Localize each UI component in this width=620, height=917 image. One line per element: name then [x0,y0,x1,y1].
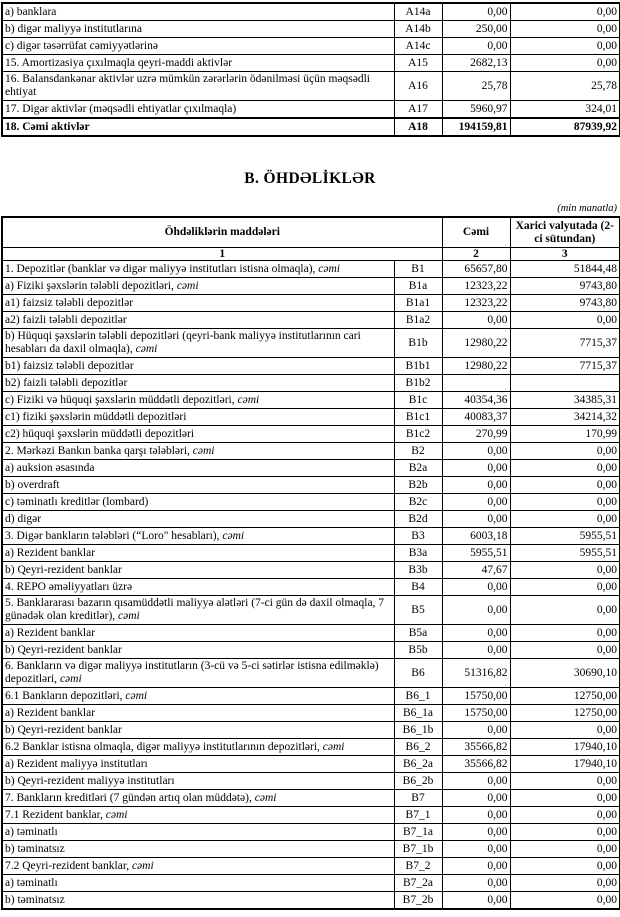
row-total-value: 0,00 [442,312,510,329]
row-label: b1) faizsiz tələbli depozitlər [2,358,394,375]
table-row [2,278,620,295]
row-foreign-currency-value: 5955,51 [510,545,620,562]
row-total-value: 47,67 [442,562,510,579]
row-foreign-currency-value: 0,00 [510,824,620,841]
row-label: d) digər [2,511,394,528]
row-label: a) Rezident banklar [2,625,394,642]
row-code: B6_1 [394,688,442,705]
row-label: a) təminatlı [2,824,394,841]
row-foreign-currency-value: 0,00 [510,477,620,494]
column-header-items: Öhdəliklərin maddələri [2,217,442,248]
table-row [2,312,620,329]
row-foreign-currency-value: 34385,31 [510,392,620,409]
row-label-suffix: cəmi [59,673,82,685]
row-label-suffix: cəmi [192,444,215,457]
table-row [2,426,620,443]
row-total-value: 270,99 [442,426,510,443]
row-label: 16. Balansdankənar aktivlər uzrə mümkün zərərlərin ödənilməsi üçün məqsədli ehtiyat [2,72,394,101]
table-row [2,460,620,477]
table-row [2,38,620,55]
table-row [2,261,620,278]
row-code: B1b2 [394,375,442,392]
row-total-value: 0,00 [442,773,510,790]
row-label-suffix: cəmi [118,610,140,622]
row-code: A14b [394,21,442,38]
column-number-2: 2 [442,248,510,261]
row-label-suffix: cəmi [254,791,277,804]
column-header-total: Cəmi [442,217,510,248]
row-foreign-currency-value: 0,00 [510,841,620,858]
row-total-value: 65657,80 [442,261,510,278]
row-total-value: 5955,51 [442,545,510,562]
row-label: b) Qeyri-rezident banklar [2,562,394,579]
row-label: c) Fiziki və hüquqi şəxslərin müddətli depozitləri, cəmi [2,392,394,409]
row-code: A15 [394,55,442,72]
row-label: 7. Bankların kreditləri (7 gündən artıq olan müddətə), cəmi [2,790,394,807]
row-code: A18 [394,118,442,136]
row-code: B7_1b [394,841,442,858]
row-foreign-currency-value: 0,00 [510,562,620,579]
row-foreign-currency-value: 25,78 [510,72,620,101]
table-row [2,625,620,642]
row-foreign-currency-value: 0,00 [510,625,620,642]
row-label-suffix: cəmi [318,262,341,275]
liabilities-table [1,216,620,910]
table-row [2,642,620,659]
row-foreign-currency-value: 9743,80 [510,295,620,312]
row-total-value: 0,00 [442,841,510,858]
row-total-value: 0,00 [442,596,510,625]
table-row [2,375,620,392]
row-label: a) Rezident maliyyə institutları [2,756,394,773]
row-label: 5. Banklararası bazarın qısamüddətli maliyyə alətləri (7-ci gün də daxil olmaqla, 7 günədək olan kreditlər), cəmi [2,596,394,625]
row-total-value: 12323,22 [442,295,510,312]
row-foreign-currency-value: 17940,10 [510,739,620,756]
table-row [2,295,620,312]
row-total-value: 5960,97 [442,101,510,119]
table-row [2,118,620,136]
row-code: B6_1b [394,722,442,739]
table-row [2,443,620,460]
row-foreign-currency-value: 0,00 [510,579,620,596]
table-row [2,722,620,739]
table-row [2,477,620,494]
row-code: B6_1a [394,705,442,722]
row-foreign-currency-value: 0,00 [510,773,620,790]
row-total-value: 25,78 [442,72,510,101]
row-label: 7.1 Rezident banklar, cəmi [2,807,394,824]
table-row [2,659,620,688]
table-row [2,494,620,511]
row-code: B7_1 [394,807,442,824]
table-row [2,841,620,858]
row-label-suffix: cəmi [222,529,245,542]
row-code: B1b [394,329,442,358]
row-label-suffix: cəmi [131,859,154,872]
row-foreign-currency-value: 30690,10 [510,659,620,688]
table-row [2,21,620,38]
row-foreign-currency-value: 0,00 [510,596,620,625]
row-code: B6 [394,659,442,688]
row-total-value: 0,00 [442,3,510,21]
row-code: A16 [394,72,442,101]
table-row [2,688,620,705]
table-row [2,824,620,841]
row-total-value: 0,00 [442,511,510,528]
row-code: A14a [394,3,442,21]
row-total-value: 194159,81 [442,118,510,136]
row-total-value: 40354,36 [442,392,510,409]
table-row [2,773,620,790]
row-code: B7_1a [394,824,442,841]
row-total-value: 12980,22 [442,329,510,358]
row-code: B1b1 [394,358,442,375]
row-foreign-currency-value: 0,00 [510,722,620,739]
row-label: a1) faizsiz tələbli depozitlər [2,295,394,312]
table-row [2,329,620,358]
row-code: B7_2 [394,858,442,875]
row-total-value: 0,00 [442,858,510,875]
section-title: B. ÖHDƏLİKLƏR [244,170,376,187]
row-code: B2a [394,460,442,477]
row-foreign-currency-value: 324,01 [510,101,620,119]
row-code: B2d [394,511,442,528]
row-foreign-currency-value: 0,00 [510,38,620,55]
table-row [2,579,620,596]
row-code: B2b [394,477,442,494]
row-total-value: 51316,82 [442,659,510,688]
table-row [2,101,620,119]
row-label: b2) faizli tələbli depozitlər [2,375,394,392]
row-total-value: 15750,00 [442,688,510,705]
row-label: b) təminatsız [2,841,394,858]
row-label: a) təminatlı [2,875,394,892]
table-row [2,892,620,910]
row-foreign-currency-value: 34214,32 [510,409,620,426]
table-row [2,358,620,375]
row-code: B5 [394,596,442,625]
row-total-value: 0,00 [442,460,510,477]
row-label: a) auksion əsasında [2,460,394,477]
row-total-value: 35566,82 [442,756,510,773]
row-label: b) Hüquqi şəxslərin tələbli depozitləri (qeyri-bank maliyyə institutlarının cari hesabları da daxil olmaqla), cəmi [2,329,394,358]
row-label: 2. Mərkəzi Bankın banka qarşı tələbləri, cəmi [2,443,394,460]
row-label-suffix: cəmi [176,279,199,292]
table-row [2,739,620,756]
table-row [2,409,620,426]
row-label: 6. Bankların və digər maliyyə institutların (3-cü və 5-ci sətirlər istisna edilməklə) depozitləri, cəmi [2,659,394,688]
row-label: 6.1 Bankların depozitləri, cəmi [2,688,394,705]
column-header-foreign: Xarici valyutada (2-ci sütundan) [510,217,620,248]
row-label: b) Qeyri-rezident banklar [2,642,394,659]
row-foreign-currency-value: 0,00 [510,511,620,528]
row-foreign-currency-value: 9743,80 [510,278,620,295]
row-code: B3 [394,528,442,545]
row-foreign-currency-value: 12750,00 [510,705,620,722]
row-total-value: 0,00 [442,579,510,596]
row-foreign-currency-value: 7715,37 [510,329,620,358]
row-code: B6_2a [394,756,442,773]
row-code: B1a2 [394,312,442,329]
row-total-value: 0,00 [442,38,510,55]
row-code: B6_2 [394,739,442,756]
row-foreign-currency-value: 0,00 [510,312,620,329]
row-code: B5b [394,642,442,659]
row-total-value: 0,00 [442,824,510,841]
table-row [2,875,620,892]
row-foreign-currency-value: 0,00 [510,858,620,875]
document-page [0,2,620,917]
row-foreign-currency-value: 87939,92 [510,118,620,136]
row-foreign-currency-value: 7715,37 [510,358,620,375]
row-foreign-currency-value: 0,00 [510,55,620,72]
table-row [2,756,620,773]
row-foreign-currency-value: 12750,00 [510,688,620,705]
row-label: b) overdraft [2,477,394,494]
table-row [2,807,620,824]
table-row [2,528,620,545]
row-code: A14c [394,38,442,55]
row-total-value: 0,00 [442,790,510,807]
table-row [2,705,620,722]
row-foreign-currency-value: 0,00 [510,21,620,38]
row-label-suffix: cəmi [105,808,128,821]
row-label: 17. Digər aktivlər (məqsədli ehtiyatlar çıxılmaqla) [2,101,394,119]
row-foreign-currency-value: 0,00 [510,807,620,824]
row-foreign-currency-value: 0,00 [510,875,620,892]
row-code: A17 [394,101,442,119]
row-foreign-currency-value: 17940,10 [510,756,620,773]
row-label-suffix: cəmi [237,393,260,406]
row-label: a) Fiziki şəxslərin tələbli depozitləri, cəmi [2,278,394,295]
row-code: B4 [394,579,442,596]
column-number-3: 3 [510,248,620,261]
row-total-value: 0,00 [442,807,510,824]
row-label-suffix: cəmi [322,740,345,753]
row-label-suffix: cəmi [135,343,158,355]
row-label: b) Qeyri-rezident maliyyə institutları [2,773,394,790]
row-code: B1 [394,261,442,278]
table-row [2,511,620,528]
row-label: b) Qeyri-rezident banklar [2,722,394,739]
table-row [2,858,620,875]
table-row [2,596,620,625]
row-total-value: 12323,22 [442,278,510,295]
table-row [2,562,620,579]
row-code: B3a [394,545,442,562]
row-code: B7 [394,790,442,807]
assets-table-continuation [1,2,620,137]
table-row [2,392,620,409]
row-label: b) təminatsız [2,892,394,910]
liabilities-header-row [2,217,620,248]
row-label: 1. Depozitlər (banklar və digər maliyyə institutları istisna olmaqla), cəmi [2,261,394,278]
row-code: B1c1 [394,409,442,426]
row-foreign-currency-value: 51844,48 [510,261,620,278]
row-label: a) Rezident banklar [2,545,394,562]
row-code: B6_2b [394,773,442,790]
table-row [2,3,620,21]
row-code: B7_2a [394,875,442,892]
row-total-value: 40083,37 [442,409,510,426]
row-foreign-currency-value: 0,00 [510,3,620,21]
row-label: c1) fiziki şəxslərin müddətli depozitləri [2,409,394,426]
row-label: 15. Amortizasiya çıxılmaqla qeyri-maddi aktivlər [2,55,394,72]
row-code: B1a1 [394,295,442,312]
row-label: c2) hüquqi şəxslərin müddətli depozitləri [2,426,394,443]
row-total-value: 0,00 [442,722,510,739]
row-foreign-currency-value: 0,00 [510,790,620,807]
table-row [2,790,620,807]
row-total-value: 0,00 [442,443,510,460]
row-code: B2c [394,494,442,511]
row-code: B1c2 [394,426,442,443]
table-row [2,72,620,101]
row-label: a) Rezident banklar [2,705,394,722]
table-row [2,545,620,562]
row-total-value: 0,00 [442,494,510,511]
column-number-row [2,248,620,261]
row-label: c) təminatlı kreditlər (lombard) [2,494,394,511]
row-total-value: 250,00 [442,21,510,38]
table-row [2,55,620,72]
row-label: c) digər təsərrüfat cəmiyyətlərinə [2,38,394,55]
row-foreign-currency-value: 0,00 [510,460,620,477]
row-label: b) digər maliyyə institutlarına [2,21,394,38]
row-total-value: 0,00 [442,477,510,494]
row-code: B5a [394,625,442,642]
row-total-value: 0,00 [442,892,510,910]
row-code: B7_2b [394,892,442,910]
row-total-value: 0,00 [442,625,510,642]
row-foreign-currency-value: 0,00 [510,443,620,460]
row-foreign-currency-value: 5955,51 [510,528,620,545]
row-label: 7.2 Qeyri-rezident banklar, cəmi [2,858,394,875]
row-code: B1c [394,392,442,409]
row-foreign-currency-value: 0,00 [510,642,620,659]
row-foreign-currency-value [510,375,620,392]
row-foreign-currency-value: 0,00 [510,892,620,910]
row-label: 4. REPO əməliyyatları üzrə [2,579,394,596]
row-total-value [442,375,510,392]
row-code: B3b [394,562,442,579]
row-total-value: 6003,18 [442,528,510,545]
row-code: B1a [394,278,442,295]
column-number-1: 1 [2,248,442,261]
row-foreign-currency-value: 0,00 [510,494,620,511]
row-label: 3. Digər bankların tələbləri (“Loro" hesabları), cəmi [2,528,394,545]
row-total-value: 12980,22 [442,358,510,375]
row-label: 6.2 Banklar istisna olmaqla, digər maliyyə institutlarının depozitləri, cəmi [2,739,394,756]
row-total-value: 35566,82 [442,739,510,756]
row-label: 18. Cəmi aktivlər [2,118,394,136]
row-label-suffix: cəmi [125,689,148,702]
row-code: B2 [394,443,442,460]
row-total-value: 0,00 [442,875,510,892]
row-label: a2) faizli tələbli depozitlər [2,312,394,329]
row-label: a) banklara [2,3,394,21]
row-total-value: 0,00 [442,642,510,659]
row-total-value: 2682,13 [442,55,510,72]
unit-note: (min manatla) [557,203,617,214]
row-total-value: 15750,00 [442,705,510,722]
row-foreign-currency-value: 170,99 [510,426,620,443]
